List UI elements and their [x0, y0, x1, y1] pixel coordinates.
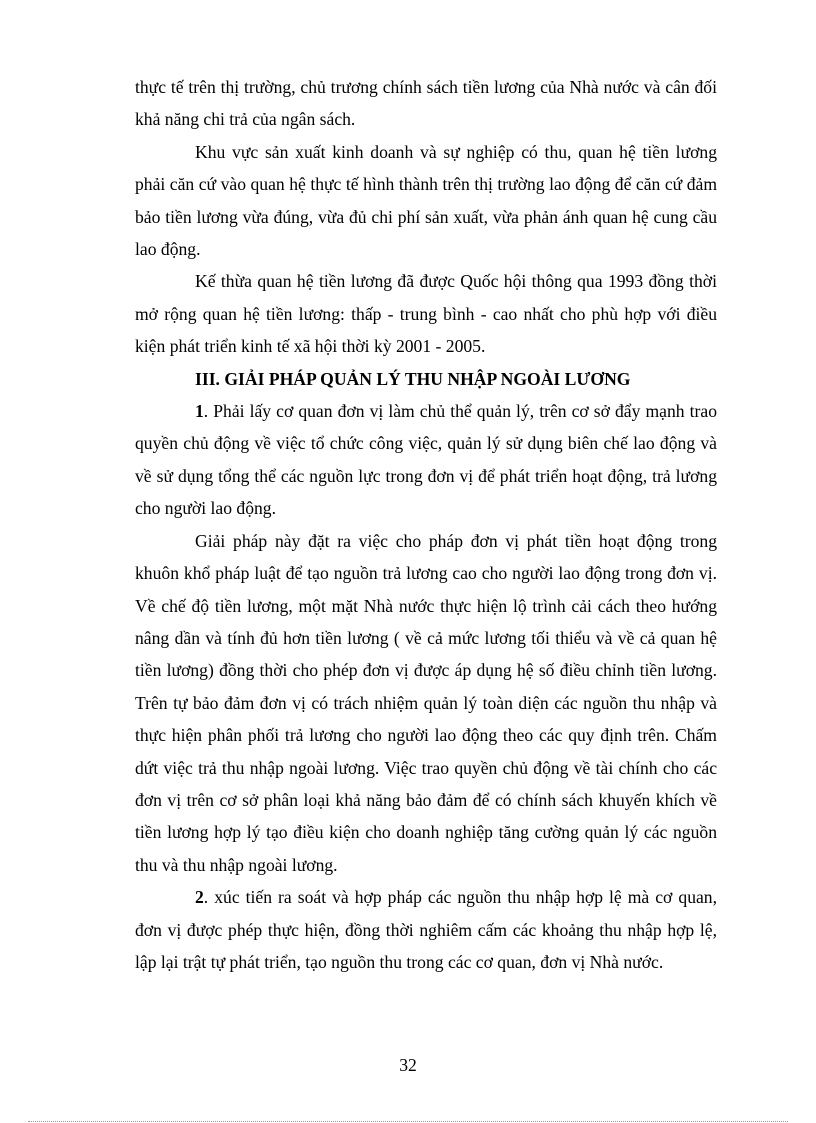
section-heading [135, 363, 717, 395]
page-bottom-divider [28, 1121, 788, 1122]
section-heading-text: III. GIẢI PHÁP QUẢN LÝ THU NHẬP NGOÀI LƯƠNG [195, 368, 631, 389]
paragraph-inherit-salary-relations [135, 265, 717, 362]
item-number: 2 [195, 887, 204, 908]
paragraph-solution-explanation [135, 525, 717, 881]
paragraph-text: Giải pháp này đặt ra việc cho pháp đơn vị phát tiền hoạt động trong khuôn khổ pháp luật để tạo nguồn trả lương cao cho người lao động trong đơn vị. Về chế độ tiền lương, một mặt Nhà nước thực hiện lộ trình cải cách theo hướng nâng dần và tính đủ hơn tiền lương ( về cả mức lương tối thiểu và về cả quan hệ tiền lương) đồng thời cho phép đơn vị được áp dụng hệ số điều chỉnh tiền lương. Trên tự bảo đảm đơn vị có trách nhiệm quản lý toàn diện các nguồn thu nhập và thực hiện phân phối trả lương cho người lao động theo các quy định trên. Chấm dứt việc trả thu nhập ngoài lương. Việc trao quyền chủ động về tài chính cho các đơn vị trên cơ sở phân loại khả năng bảo đảm để có chính sách khuyến khích về tiền lương hợp lý tạo điều kiện cho doanh nghiệp tăng cường quản lý các nguồn thu và thu nhập ngoài lương. [135, 530, 717, 875]
page-number: 32 [399, 1055, 417, 1075]
paragraph-solution-2 [135, 881, 717, 978]
paragraph-solution-1 [135, 395, 717, 525]
paragraph-text: . xúc tiến ra soát và hợp pháp các nguồn thu nhập hợp lệ mà cơ quan, đơn vị được phép thực hiện, đồng thời nghiêm cấm các khoảng thu nhập hợp lệ, lập lại trật tự phát triển, tạo nguồn thu trong các cơ quan, đơn vị Nhà nước. [135, 887, 717, 972]
paragraph-text: Khu vực sản xuất kinh doanh và sự nghiệp có thu, quan hệ tiền lương phải căn cứ vào quan hệ thực tế hình thành trên thị trường lao động để căn cứ đảm bảo tiền lương vừa đúng, vừa đủ chi phí sản xuất, vừa phản ánh quan hệ cung cầu lao động. [135, 141, 717, 260]
item-number: 1 [195, 401, 204, 422]
paragraph-continuation [135, 71, 717, 136]
paragraph-production-sector [135, 136, 717, 266]
page-body [135, 71, 717, 978]
paragraph-text: thực tế trên thị trường, chủ trương chính sách tiền lương của Nhà nước và cân đối khả năng chi trả của ngân sách. [135, 77, 717, 130]
paragraph-text: . Phải lấy cơ quan đơn vị làm chủ thể quản lý, trên cơ sở đẩy mạnh trao quyền chủ động về việc tổ chức công việc, quản lý sử dụng biên chế lao động và về sử dụng tổng thể các nguồn lực trong đơn vị để phát triển hoạt động, trả lương cho người lao động. [135, 401, 717, 519]
paragraph-text: Kế thừa quan hệ tiền lương đã được Quốc hội thông qua 1993 đồng thời mở rộng quan hệ tiền lương: thấp - trung bình - cao nhất cho phù hợp với điều kiện phát triển kinh tế xã hội thời kỳ 2001 - 2005. [135, 271, 717, 357]
